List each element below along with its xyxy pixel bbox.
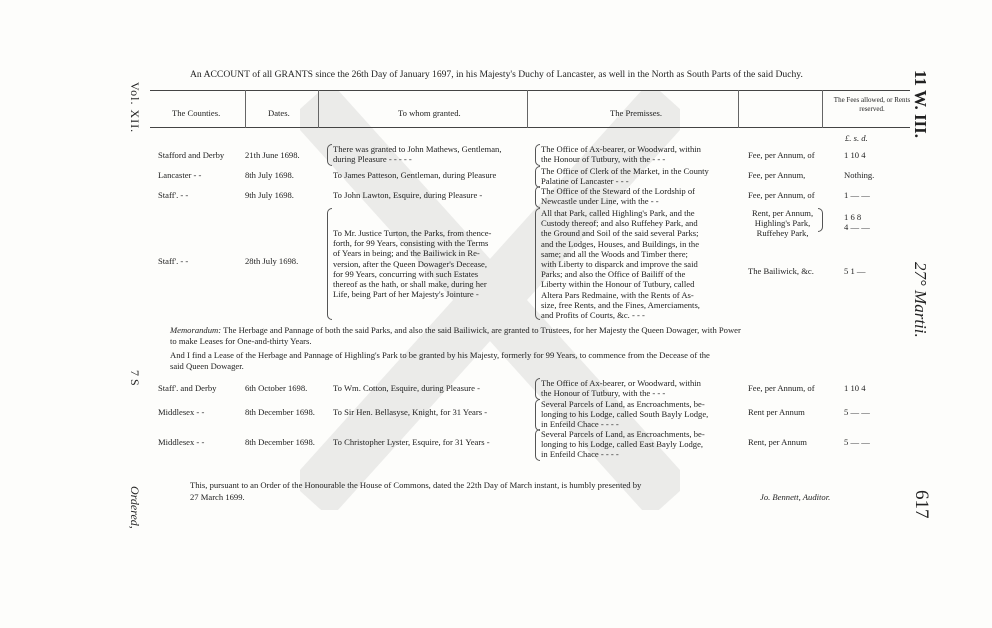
brace: [327, 208, 332, 320]
cell-premises: The Office of Ax-bearer, or Woodward, within the Honour of Tutbury, with the - - -: [541, 378, 701, 399]
cell-grantee: There was granted to John Mathews, Gentleman, during Pleasure - - - - -: [333, 144, 502, 165]
memorandum-line-3: And I find a Lease of the Herbage and Pannage of Highling's Park to be granted by his Majesty, formerly for 99 Years, to commence from the Decease of the: [170, 350, 710, 360]
margin-volume: Vol. XII.: [128, 82, 142, 134]
cell-date: 6th October 1698.: [245, 383, 308, 393]
margin-regnal-year: 11 W. III.: [911, 70, 930, 139]
header-counties: The Counties.: [172, 108, 221, 118]
cell-premises: Several Parcels of Land, as Encroachments, be- longing to his Lodge, called East Bayly Lodge, in Enfeild Chace - - - -: [541, 429, 705, 460]
cell-date: 8th December 1698.: [245, 437, 315, 447]
brace: [535, 399, 540, 431]
cell-county: Middlesex - -: [158, 437, 205, 447]
cell-premises: Several Parcels of Land, as Encroachments, be- longing to his Lodge, called South Bayly Lodge, in Enfeild Chace - - - -: [541, 399, 709, 430]
memorandum-line-2: to make Leases for One-and-thirty Years.: [170, 336, 312, 346]
cell-grantee: To John Lawton, Esquire, during Pleasure -: [333, 190, 483, 200]
table-header-rule: [150, 127, 910, 128]
cell-county: Lancaster - -: [158, 170, 202, 180]
header-lsd: £. s. d.: [845, 133, 868, 143]
col-rule-4: [738, 90, 739, 128]
brace: [535, 186, 540, 208]
footer-presentation: This, pursuant to an Order of the Honourable the House of Commons, dated the 22th Day of March instant, is humbly presented by: [190, 480, 642, 490]
cell-fee: Rent, per Annum: [748, 437, 807, 447]
table-top-rule: [150, 90, 910, 91]
cell-fee: Fee, per Annum, of: [748, 383, 815, 393]
cell-amount-bailiwick: 5 1 —: [844, 266, 866, 276]
header-premises: The Premisses.: [610, 108, 663, 118]
cell-amount: 1 — —: [844, 190, 870, 200]
cell-county: Staff'. - -: [158, 256, 189, 266]
brace: [535, 166, 540, 188]
brace: [535, 208, 540, 320]
footer-signature: Jo. Bennett, Auditor.: [760, 492, 831, 502]
cell-amount: 1 10 4: [844, 150, 866, 160]
cell-grantee: To James Patteson, Gentleman, during Pleasure: [333, 170, 497, 180]
cell-county: Staff'. and Derby: [158, 383, 217, 393]
cell-fee: Rent per Annum: [748, 407, 805, 417]
col-rule-5: [822, 90, 823, 128]
cell-county: Middlesex - -: [158, 407, 205, 417]
cell-fee: Fee, per Annum, of: [748, 190, 815, 200]
cell-date: 8th July 1698.: [245, 170, 294, 180]
cell-fee: Rent, per Annum, Highling's Park, Ruffehey Park,: [752, 208, 814, 239]
page-heading: An ACCOUNT of all GRANTS since the 26th Day of January 1697, in his Majesty's Duchy of Lancaster, as well in the North as South Parts of the said Duchy.: [190, 69, 803, 80]
brace: [535, 144, 540, 166]
memorandum-text: The Herbage and Pannage of both the said Parks, and also the said Bailiwick, are granted to Trustees, for her Majesty the Queen Dowager, with Power: [223, 325, 741, 335]
cell-grantee: To Sir Hen. Bellasyse, Knight, for 31 Years -: [333, 407, 488, 417]
cell-premises: The Office of Ax-bearer, or Woodward, within the Honour of Tutbury, with the - - -: [541, 144, 701, 165]
cell-date: 21th June 1698.: [245, 150, 300, 160]
cell-amount: 1 6 8 4 — —: [844, 212, 870, 233]
cell-grantee: To Wm. Cotton, Esquire, during Pleasure -: [333, 383, 480, 393]
header-fees: The Fees allowed, or Rents reserved.: [833, 96, 911, 113]
memorandum-line-4: said Queen Dowager.: [170, 361, 244, 371]
memorandum-label: Memorandum:: [170, 325, 222, 335]
margin-page-number: 617: [911, 490, 932, 519]
margin-ordered: Ordered,: [128, 486, 142, 529]
header-dates: Dates.: [268, 108, 290, 118]
cell-date: 8th December 1698.: [245, 407, 315, 417]
cell-amount: 5 — —: [844, 407, 870, 417]
header-to-whom: To whom granted.: [398, 108, 461, 118]
cell-county: Stafford and Derby: [158, 150, 225, 160]
brace: [818, 208, 823, 232]
cell-date: 28th July 1698.: [245, 256, 299, 266]
cell-amount: 5 — —: [844, 437, 870, 447]
col-rule-2: [318, 90, 319, 128]
brace: [327, 144, 332, 166]
brace: [535, 429, 540, 461]
cell-amount: Nothing.: [844, 170, 875, 180]
cell-grantee: To Christopher Lyster, Esquire, for 31 Years -: [333, 437, 490, 447]
cell-fee: Fee, per Annum, of: [748, 150, 815, 160]
cell-fee: Fee, per Annum,: [748, 170, 806, 180]
cell-county: Staff'. - -: [158, 190, 189, 200]
memorandum-line-1: [170, 325, 741, 335]
cell-premises: The Office of Clerk of the Market, in the County Palatine of Lancaster - - -: [541, 166, 709, 187]
col-rule-1: [245, 90, 246, 128]
cell-date: 9th July 1698.: [245, 190, 294, 200]
cell-premises: The Office of the Steward of the Lordship of Newcastle under Line, with the - -: [541, 186, 696, 207]
cell-amount: 1 10 4: [844, 383, 866, 393]
brace: [535, 378, 540, 400]
cell-grantee: To Mr. Justice Turton, the Parks, from thence- forth, for 99 Years, consisting with the Terms of Years in being; and the Bailiwick in Re- version, after the Queen Dowager's Decease, for 99 Years, concurring with such Estates thereof as the hath, or shall make, during her Life, being Part of her Majesty's Jointure -: [333, 228, 492, 300]
footer-date: 27 March 1699.: [190, 492, 245, 502]
margin-page-mark: 7 S: [128, 370, 142, 386]
cell-fee-bailiwick: The Bailiwick, &c.: [748, 266, 814, 276]
cell-premises: All that Park, called Highling's Park, and the Custody thereof; and also Ruffehey Park, and the Ground and Soil of the said several Parks; and the Lodges, Houses, and Buildings, in the same; and all the Woods and Timber there; with Liberty to disparck and improve the said Parks; and also the Office of Bailiff of the Liberty within the Honour of Tutbury, called Altera Pars Redmaine, with the Rents of As- size, free Rents, and the Fines, Amerciaments, and Profits of Courts, &c. - - -: [541, 208, 700, 321]
margin-date: 27° Martii.: [911, 262, 930, 338]
col-rule-3: [527, 90, 528, 128]
